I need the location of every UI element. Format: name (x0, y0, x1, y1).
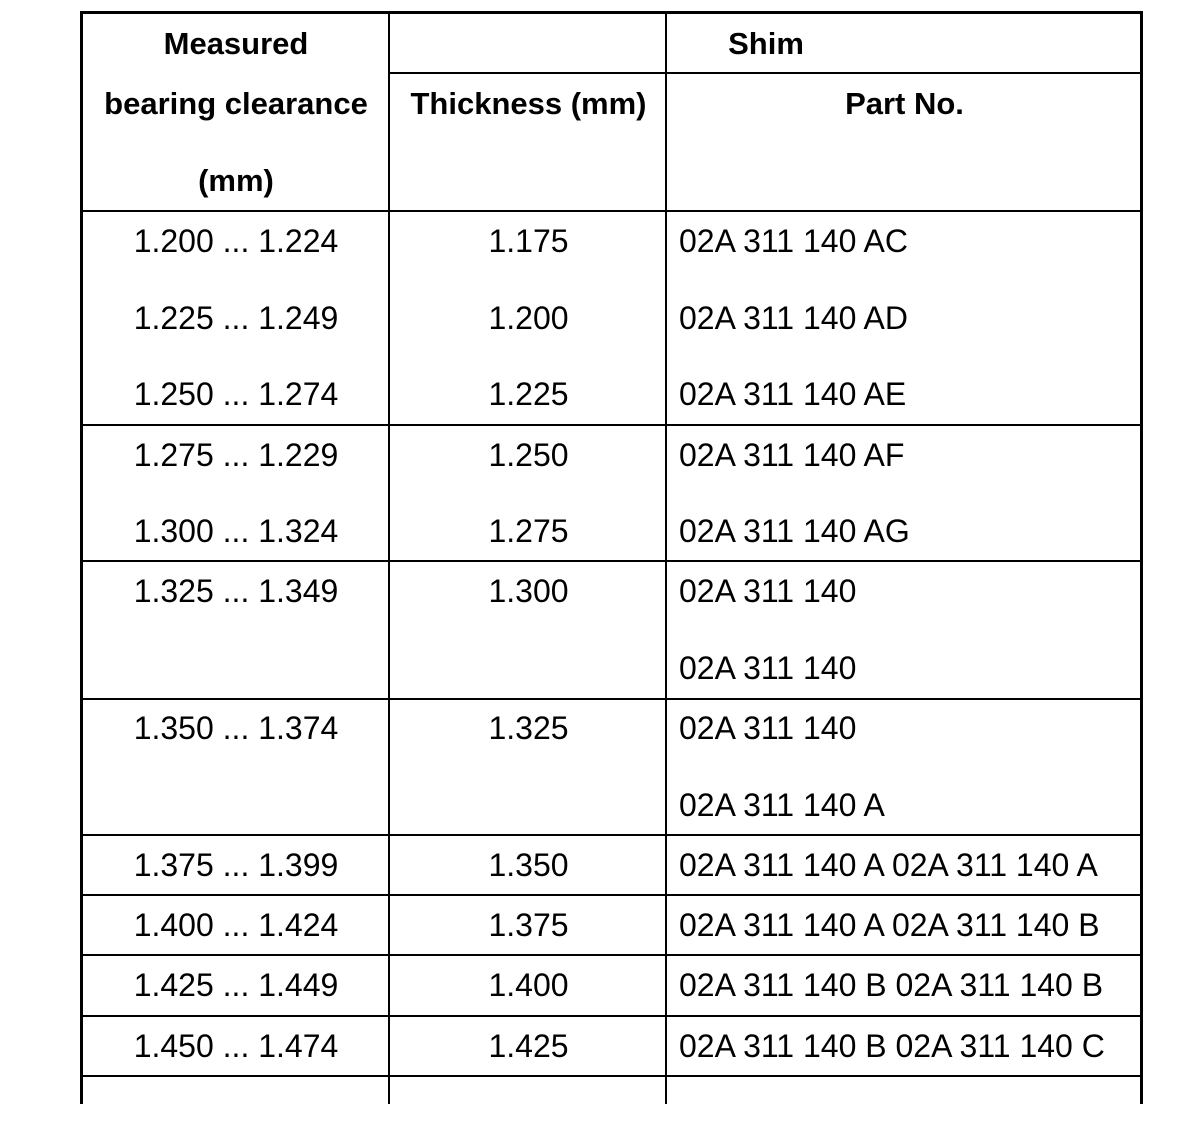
row-divider (83, 698, 1140, 700)
cell-clearance: 1.225 ... 1.249 (133, 300, 339, 336)
cell-clearance: 1.300 ... 1.324 (133, 513, 339, 549)
header-thickness: Thickness (mm) (410, 86, 647, 121)
cell-thickness: 1.400 (488, 967, 569, 1003)
cell-thickness: 1.275 (488, 513, 569, 549)
cell-clearance: 1.200 ... 1.224 (133, 223, 339, 259)
cell-part-no: 02A 311 140 A (679, 787, 885, 823)
cell-clearance: 1.325 ... 1.349 (133, 573, 339, 609)
cell-part-no: 02A 311 140 A 02A 311 140 A (679, 847, 1098, 883)
cell-part-no: 02A 311 140 AD (679, 300, 908, 336)
cell-thickness: 1.425 (488, 1028, 569, 1064)
cell-thickness: 1.325 (488, 710, 569, 746)
cell-part-no: 02A 311 140 B 02A 311 140 B (679, 967, 1104, 1003)
cell-thickness: 1.350 (488, 847, 569, 883)
cell-clearance: 1.375 ... 1.399 (133, 847, 339, 883)
cell-clearance: 1.250 ... 1.274 (133, 376, 339, 412)
cell-clearance: 1.400 ... 1.424 (133, 907, 339, 943)
row-divider (83, 894, 1140, 896)
row-divider (83, 954, 1140, 956)
cell-part-no: 02A 311 140 B 02A 311 140 C (679, 1028, 1105, 1064)
row-divider (83, 1075, 1140, 1077)
cell-thickness: 1.175 (488, 223, 569, 259)
cell-clearance: 1.425 ... 1.449 (133, 967, 339, 1003)
cell-part-no: 02A 311 140 (679, 650, 857, 686)
cell-thickness: 1.250 (488, 437, 569, 473)
header-measured: Measured (163, 26, 309, 61)
row-divider (83, 424, 1140, 426)
row-divider (83, 1015, 1140, 1017)
cell-thickness: 1.200 (488, 300, 569, 336)
header-shim: Shim (728, 26, 804, 61)
cell-thickness: 1.375 (488, 907, 569, 943)
row-divider (83, 834, 1140, 836)
header-unit: (mm) (198, 163, 274, 198)
cell-clearance: 1.350 ... 1.374 (133, 710, 339, 746)
cell-clearance: 1.275 ... 1.229 (133, 437, 339, 473)
shim-table (80, 11, 1143, 1104)
cell-thickness: 1.300 (488, 573, 569, 609)
row-divider (83, 210, 1140, 212)
header-part-no: Part No. (845, 86, 964, 121)
cell-part-no: 02A 311 140 AE (679, 376, 907, 412)
cell-part-no: 02A 311 140 (679, 710, 857, 746)
cell-part-no: 02A 311 140 AC (679, 223, 908, 259)
cell-part-no: 02A 311 140 AG (679, 513, 910, 549)
cell-clearance: 1.450 ... 1.474 (133, 1028, 339, 1064)
cell-part-no: 02A 311 140 A 02A 311 140 B (679, 907, 1100, 943)
cell-part-no: 02A 311 140 (679, 573, 857, 609)
header-divider (388, 72, 1140, 74)
cell-part-no: 02A 311 140 AF (679, 437, 905, 473)
header-bearing-clearance: bearing clearance (104, 86, 368, 121)
row-divider (83, 560, 1140, 562)
cell-thickness: 1.225 (488, 376, 569, 412)
